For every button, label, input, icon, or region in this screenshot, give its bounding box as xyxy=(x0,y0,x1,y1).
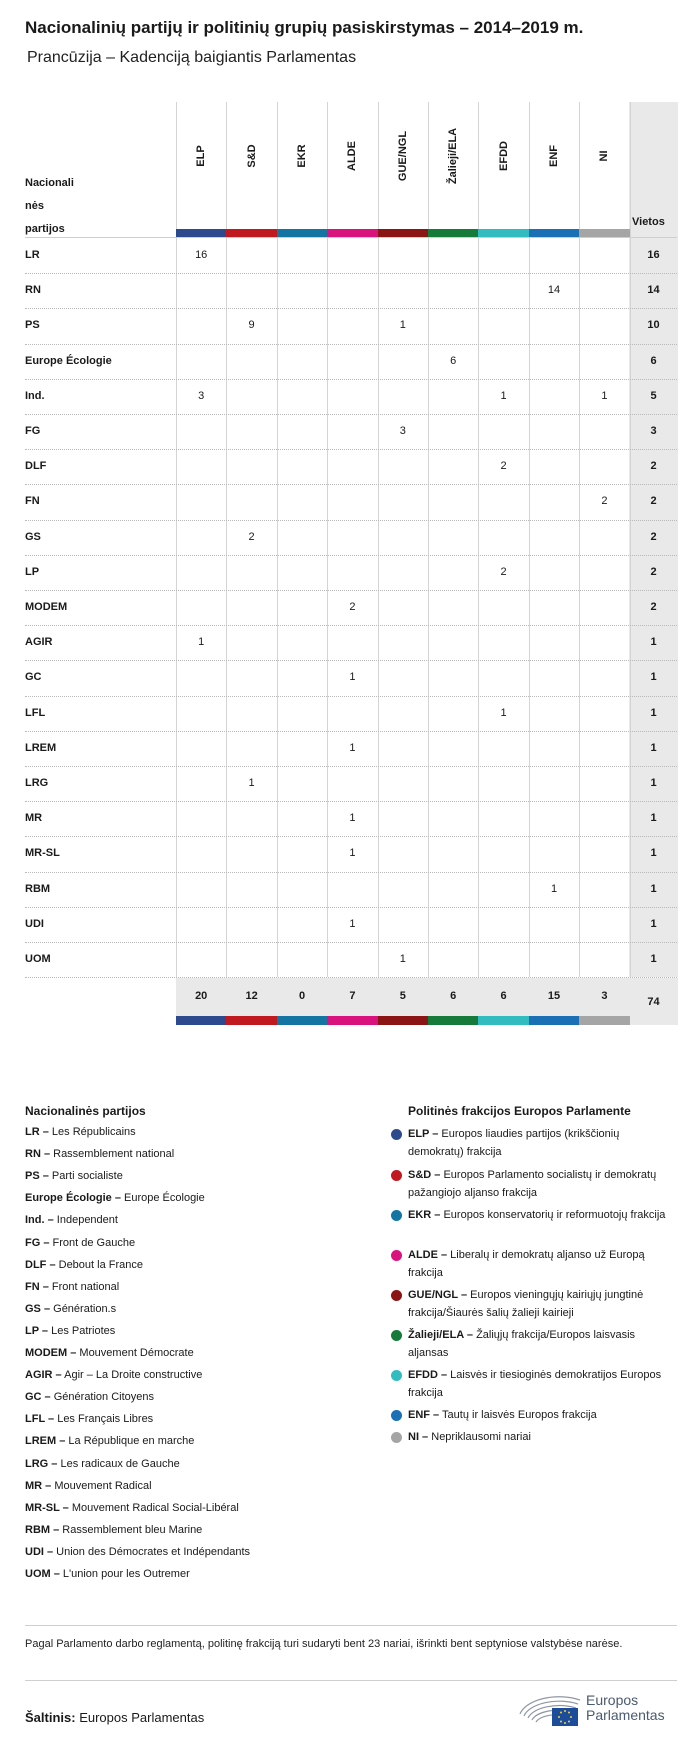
row-header-label: Nacionali nės partijos xyxy=(25,177,74,235)
legend-groups-title: Politinės frakcijos Europos Parlamente xyxy=(408,1104,631,1118)
group-color-bar-bottom xyxy=(579,1016,629,1025)
legend-party-name: Mouvement Démocrate xyxy=(76,1347,194,1359)
legend-party-item xyxy=(25,1126,136,1138)
legend-color-dot-icon xyxy=(391,1129,402,1140)
group-header-sd: S&D xyxy=(245,144,258,168)
legend-group-item xyxy=(408,1366,678,1402)
row-total: 1 xyxy=(650,953,657,965)
table-row-label: FG xyxy=(25,425,41,437)
legend-group-item xyxy=(408,1125,678,1161)
table-row-label: LP xyxy=(25,565,40,578)
row-divider xyxy=(25,977,677,978)
row-divider xyxy=(25,520,677,521)
legend-color-dot-icon xyxy=(391,1410,402,1421)
legend-party-abbr: RBM – xyxy=(25,1523,60,1536)
table-row-label: LR xyxy=(25,249,40,261)
legend-party-name: Les Républicains xyxy=(48,1126,136,1138)
legend-color-dot-icon xyxy=(391,1170,402,1181)
row-divider xyxy=(25,273,677,274)
legend-group-item xyxy=(408,1206,678,1224)
legend-party-item xyxy=(25,1568,190,1580)
row-total: 2 xyxy=(650,601,657,613)
row-total: 2 xyxy=(650,565,657,578)
group-header-elp: ELP xyxy=(195,145,208,167)
table-row-label: MR xyxy=(25,812,43,825)
legend-party-name: L'union pour les Outremer xyxy=(59,1568,190,1580)
row-total: 1 xyxy=(650,847,657,860)
table-cell-value: 1 xyxy=(349,847,356,860)
row-total: 1 xyxy=(650,777,657,789)
legend-party-abbr: Ind. – xyxy=(25,1214,54,1227)
table-row-label: UDI xyxy=(25,917,44,930)
legend-party-name: Agir – La Droite constructive xyxy=(61,1369,203,1382)
legend-color-dot-icon xyxy=(391,1330,402,1341)
group-color-bar-bottom xyxy=(378,1016,428,1025)
group-header-ekr: EKR xyxy=(296,144,308,168)
legend-party-item xyxy=(25,1458,180,1470)
divider xyxy=(25,1680,677,1681)
row-divider xyxy=(25,801,677,802)
row-total: 2 xyxy=(650,460,657,473)
legend-party-name: Génération.s xyxy=(50,1302,117,1315)
group-total: 20 xyxy=(195,990,208,1002)
legend-group-abbr: S&D – xyxy=(408,1169,441,1181)
legend-party-abbr: LFL – xyxy=(25,1413,55,1426)
row-divider xyxy=(25,590,677,591)
row-total: 2 xyxy=(650,530,657,543)
row-total: 1 xyxy=(650,671,657,684)
row-divider xyxy=(25,731,677,732)
table-cell-value: 2 xyxy=(349,601,356,613)
legend-party-abbr: AGIR – xyxy=(25,1369,62,1382)
row-divider xyxy=(25,555,677,556)
legend-party-name: Les Français Libres xyxy=(54,1413,154,1426)
logo-line-2: Parlamentas xyxy=(586,1707,665,1723)
table-cell-value: 1 xyxy=(500,389,507,402)
table-cell-value: 1 xyxy=(198,636,205,649)
legend-party-item xyxy=(25,1369,202,1381)
legend-group-item xyxy=(408,1406,678,1424)
legend-party-abbr: FG – xyxy=(25,1236,50,1249)
table-row-label: LREM xyxy=(25,741,57,754)
legend-group-abbr: ELP – xyxy=(408,1128,439,1140)
legend-party-abbr: PS – xyxy=(25,1170,49,1183)
legend-party-name: Debout la France xyxy=(55,1258,143,1271)
group-header-efdd: EFDD xyxy=(497,141,510,171)
legend-party-abbr: UDI – xyxy=(25,1545,54,1558)
legend-party-name: Les Patriotes xyxy=(48,1324,116,1337)
row-total: 1 xyxy=(650,812,657,825)
legend-group-name: Europos konservatorių ir reformuotojų frakcija xyxy=(440,1209,666,1221)
table-row-label: RBM xyxy=(25,882,51,895)
group-header-enf: ENF xyxy=(548,145,560,167)
group-total: 6 xyxy=(500,990,507,1002)
seats-header: Vietos xyxy=(632,216,665,228)
legend-party-abbr: LR – xyxy=(25,1126,49,1138)
footnote: Pagal Parlamento darbo reglamentą, politinę frakciją turi sudaryti bent 23 nariai, išrinkti bent septyniose valstybėse narėse. xyxy=(25,1638,623,1650)
group-total: 6 xyxy=(450,990,457,1002)
legend-party-item xyxy=(25,1391,154,1403)
legend-party-item xyxy=(25,1192,205,1204)
legend-party-abbr: MODEM – xyxy=(25,1347,77,1359)
logo-line-1: Europos xyxy=(586,1692,639,1708)
row-divider xyxy=(25,942,677,943)
row-divider xyxy=(25,379,677,380)
row-divider xyxy=(25,344,677,345)
row-total: 16 xyxy=(647,249,660,261)
legend-party-abbr: FN – xyxy=(25,1280,49,1293)
row-total: 1 xyxy=(650,706,657,719)
row-divider xyxy=(25,872,677,873)
legend-group-item xyxy=(408,1166,678,1202)
table-cell-value: 2 xyxy=(601,495,608,508)
table-cell-value: 1 xyxy=(349,671,356,684)
row-divider xyxy=(25,766,677,767)
row-divider xyxy=(25,696,677,697)
legend-group-abbr: Žalieji/ELA – xyxy=(408,1329,474,1341)
table-cell-value: 1 xyxy=(601,389,608,402)
row-total: 3 xyxy=(650,425,657,437)
group-header-aliejiela: Žalieji/ELA xyxy=(447,127,460,185)
legend-party-name: Union des Démocrates et Indépendants xyxy=(53,1545,251,1558)
legend-group-name: Žaliųjų frakcija/Europos laisvasis aljansas xyxy=(408,1329,636,1359)
legend-color-dot-icon xyxy=(391,1290,402,1301)
ep-logo-text xyxy=(586,1693,665,1723)
legend-party-abbr: MR – xyxy=(25,1479,52,1492)
table-cell-value: 1 xyxy=(248,777,255,789)
group-total: 3 xyxy=(601,990,608,1002)
table-row-label: LRG xyxy=(25,777,49,789)
table-row-label: PS xyxy=(25,319,40,332)
legend-group-abbr: ALDE – xyxy=(408,1249,448,1261)
group-color-bar-bottom xyxy=(176,1016,226,1025)
legend-group-item xyxy=(408,1326,678,1362)
legend-party-abbr: RN – xyxy=(25,1148,51,1161)
legend-group-name: Europos liaudies partijos (krikščionių demokratų) frakcija xyxy=(408,1128,620,1158)
table-cell-value: 2 xyxy=(248,530,255,543)
row-divider xyxy=(25,907,677,908)
legend-party-item xyxy=(25,1237,135,1249)
legend-party-abbr: UOM – xyxy=(25,1568,60,1580)
row-total: 14 xyxy=(647,284,660,297)
grand-total: 74 xyxy=(647,996,660,1008)
legend-party-abbr: LREM – xyxy=(25,1435,66,1448)
table-row-label: Ind. xyxy=(25,389,45,402)
legend-party-abbr: GS – xyxy=(25,1302,51,1315)
legend-party-item xyxy=(25,1413,153,1425)
legend-party-name: Mouvement Radical Social-Libéral xyxy=(68,1501,239,1514)
table-row-label: RN xyxy=(25,284,41,297)
legend-group-item xyxy=(408,1246,678,1282)
legend-party-abbr: LRG – xyxy=(25,1457,58,1470)
row-total: 1 xyxy=(650,741,657,754)
group-total: 12 xyxy=(245,990,258,1002)
legend-party-item xyxy=(25,1281,119,1293)
table-cell-value: 6 xyxy=(450,354,457,367)
row-total: 2 xyxy=(650,495,657,508)
legend-group-abbr: EFDD – xyxy=(408,1369,448,1381)
legend-group-name: Europos vieningųjų kairiųjų jungtinė frakcija/Šiaurės šalių žalieji kairieji xyxy=(408,1289,644,1319)
divider xyxy=(25,1625,677,1626)
legend-party-name: Independent xyxy=(53,1214,118,1227)
page-subtitle: Prancūzija – Kadenciją baigiantis Parlamentas xyxy=(27,49,357,66)
table-row-label: Europe Écologie xyxy=(25,354,112,367)
group-color-bar-bottom xyxy=(478,1016,528,1025)
table-cell-value: 16 xyxy=(195,249,208,261)
legend-party-item xyxy=(25,1347,194,1359)
legend-color-dot-icon xyxy=(391,1210,402,1221)
row-total: 1 xyxy=(650,636,657,649)
legend-party-abbr: MR-SL – xyxy=(25,1501,69,1514)
table-cell-value: 1 xyxy=(349,917,356,930)
row-divider xyxy=(25,308,677,309)
legend-party-item xyxy=(25,1546,250,1558)
table-cell-value: 1 xyxy=(550,882,558,895)
group-color-bar-bottom xyxy=(428,1016,478,1025)
group-total: 0 xyxy=(298,990,306,1002)
legend-color-dot-icon xyxy=(391,1432,402,1443)
row-total: 10 xyxy=(647,319,660,332)
legend-party-name: Parti socialiste xyxy=(48,1170,123,1183)
table-row-label: GC xyxy=(25,671,42,684)
row-divider xyxy=(25,414,677,415)
source-value: Europos Parlamentas xyxy=(79,1710,205,1725)
legend-party-name: Front de Gauche xyxy=(49,1236,136,1249)
table-cell-value: 3 xyxy=(198,389,205,402)
legend-group-name: Tautų ir laisvės Europos frakcija xyxy=(439,1409,597,1421)
table-cell-value: 1 xyxy=(399,319,406,332)
legend-party-abbr: GC – xyxy=(25,1391,51,1404)
table-row-label: FN xyxy=(25,495,40,508)
table-cell-value: 9 xyxy=(248,319,255,332)
legend-party-item xyxy=(25,1214,118,1226)
source-line xyxy=(25,1710,204,1725)
table-row-label: AGIR xyxy=(25,636,53,649)
table-cell-value: 2 xyxy=(500,460,507,473)
legend-party-name: Rassemblement national xyxy=(50,1148,175,1161)
row-total: 1 xyxy=(650,917,657,930)
source-label: Šaltinis: xyxy=(25,1710,76,1725)
table-row-label: LFL xyxy=(25,706,46,719)
group-total: 7 xyxy=(349,990,356,1002)
legend-color-dot-icon xyxy=(391,1370,402,1381)
legend-party-abbr: LP – xyxy=(25,1324,49,1337)
row-total: 5 xyxy=(650,389,657,402)
group-color-bar-bottom xyxy=(327,1016,377,1025)
row-divider xyxy=(25,449,677,450)
table-cell-value: 14 xyxy=(547,284,561,297)
legend-party-item xyxy=(25,1480,152,1492)
table-cell-value: 3 xyxy=(399,425,406,437)
row-total: 1 xyxy=(650,882,657,895)
table-cell-value: 1 xyxy=(349,812,356,825)
row-divider xyxy=(25,625,677,626)
legend-party-name: Front national xyxy=(48,1280,120,1293)
legend-party-name: Rassemblement bleu Marine xyxy=(59,1523,203,1536)
legend-group-name: Liberalų ir demokratų aljanso už Europą frakcija xyxy=(408,1249,645,1279)
group-header-alde: ALDE xyxy=(346,141,359,171)
legend-party-abbr: Europe Écologie – xyxy=(25,1192,121,1205)
legend-group-name: Europos Parlamento socialistų ir demokratų pažangiojo aljanso frakcija xyxy=(408,1169,657,1199)
row-divider xyxy=(25,484,677,485)
row-total: 6 xyxy=(650,354,657,367)
legend-parties-title: Nacionalinės partijos xyxy=(25,1104,146,1118)
group-color-bar-bottom xyxy=(277,1016,327,1025)
group-header-ni: NI xyxy=(598,150,611,162)
page-title: Nacionalinių partijų ir politinių grupių pasiskirstymas – 2014–2019 m. xyxy=(25,18,584,37)
table-row-label: UOM xyxy=(25,953,51,965)
header-rule xyxy=(25,237,677,238)
table-cell-value: 2 xyxy=(500,565,507,578)
legend-color-dot-icon xyxy=(391,1250,402,1261)
legend-group-item xyxy=(408,1286,678,1322)
table-row-label: DLF xyxy=(25,460,47,473)
legend-party-item xyxy=(25,1435,194,1447)
legend-party-item xyxy=(25,1259,143,1271)
table-cell-value: 1 xyxy=(349,741,356,754)
legend-party-item xyxy=(25,1325,115,1337)
table-row-label: MR-SL xyxy=(25,847,60,860)
legend-group-abbr: ENF – xyxy=(408,1409,440,1421)
legend-party-name: Génération Citoyens xyxy=(50,1391,155,1404)
legend-party-item xyxy=(25,1303,116,1315)
legend-party-name: La République en marche xyxy=(65,1435,195,1448)
group-color-bar-bottom xyxy=(226,1016,276,1025)
legend-group-name: Laisvės ir tiesioginės demokratijos Europos frakcija xyxy=(408,1369,662,1399)
legend-group-name: Nepriklausomi nariai xyxy=(428,1431,531,1443)
group-total: 5 xyxy=(399,990,406,1002)
legend-party-item xyxy=(25,1502,239,1514)
group-color-bar-bottom xyxy=(529,1016,579,1025)
legend-group-abbr: EKR – xyxy=(408,1209,441,1221)
row-divider xyxy=(25,836,677,837)
table-cell-value: 1 xyxy=(399,953,406,965)
table-row-label: MODEM xyxy=(25,601,68,613)
legend-party-name: Mouvement Radical xyxy=(51,1479,152,1492)
legend-party-item xyxy=(25,1524,202,1536)
legend-party-abbr: DLF – xyxy=(25,1258,56,1271)
row-divider xyxy=(25,660,677,661)
legend-group-abbr: NI – xyxy=(408,1431,429,1443)
legend-group-item xyxy=(408,1428,678,1446)
group-total: 15 xyxy=(547,990,561,1002)
table-cell-value: 1 xyxy=(500,706,507,719)
group-header-guengl: GUE/NGL xyxy=(396,130,409,182)
table-row-label: GS xyxy=(25,530,41,543)
legend-party-name: Les radicaux de Gauche xyxy=(57,1457,180,1470)
legend-party-name: Europe Écologie xyxy=(120,1192,205,1205)
legend-party-item xyxy=(25,1148,174,1160)
legend-group-abbr: GUE/NGL – xyxy=(408,1289,468,1301)
legend-party-item xyxy=(25,1170,123,1182)
